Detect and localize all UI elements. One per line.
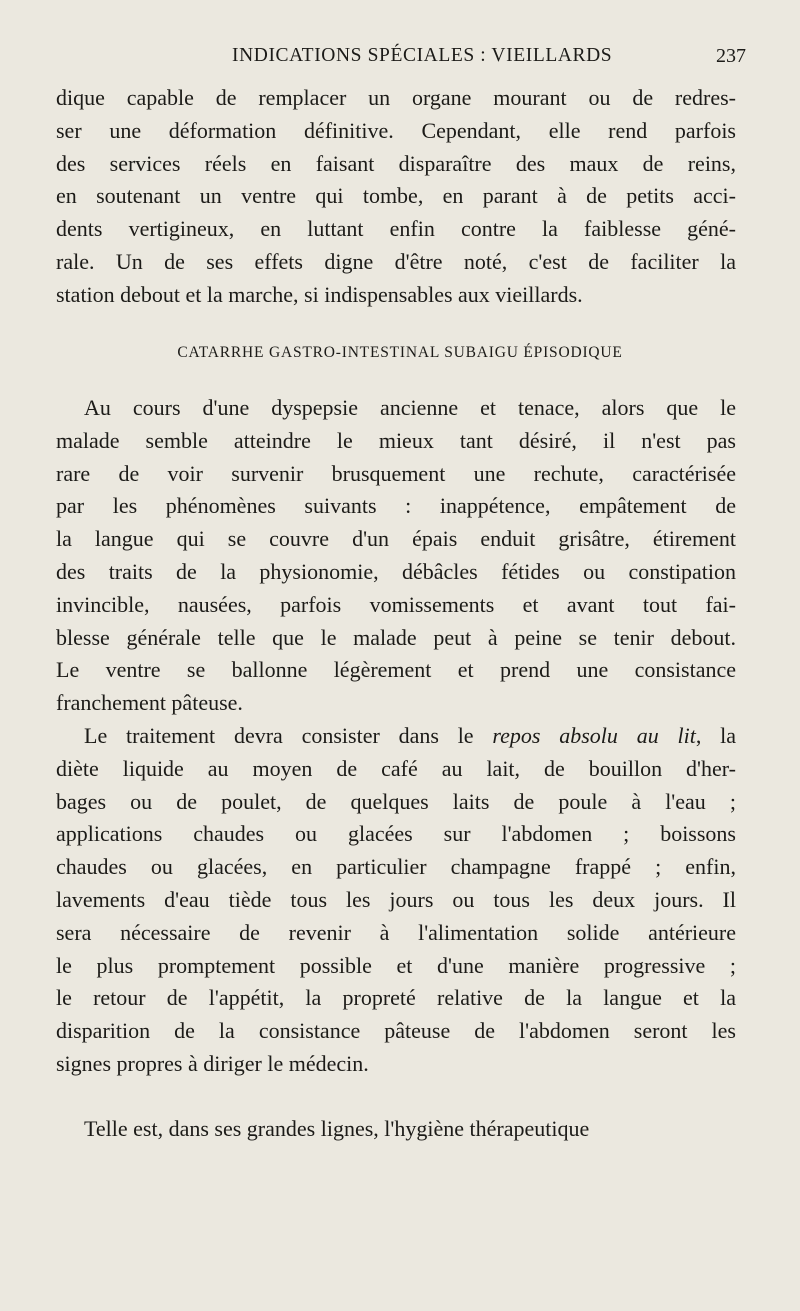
- text-line: chaudes ou glacées, en particulier champagne frappé ; enfin,: [56, 854, 736, 880]
- running-head: [0, 45, 800, 75]
- text-line: [56, 720, 736, 753]
- text-line: rale. Un de ses effets digne d'être noté, c'est de faciliter la: [56, 248, 736, 274]
- text-line: des traits de la physionomie, débâcles fétides ou constipation: [56, 558, 736, 584]
- text-line: invincible, nausées, parfois vomissements et avant tout fai-: [56, 591, 736, 617]
- text-line: la langue qui se couvre d'un épais enduit grisâtre, étirement: [56, 526, 736, 552]
- text-line: rare de voir survenir brusquement une rechute, caractérisée: [56, 460, 736, 486]
- text-line: lavements d'eau tiède tous les jours ou tous les deux jours. Il: [56, 886, 736, 912]
- running-title: INDICATIONS SPÉCIALES : VIEILLARDS: [232, 45, 613, 66]
- text-line: le retour de l'appétit, la propreté relative de la langue et la: [56, 985, 736, 1011]
- text-line: des services réels en faisant disparaître des maux de reins,: [56, 150, 736, 176]
- paragraph-continuation: [56, 82, 736, 312]
- text-line: franchement pâteuse.: [56, 690, 243, 716]
- text-line: dique capable de remplacer un organe mourant ou de redres-: [56, 85, 736, 110]
- paragraph-treatment: [56, 720, 736, 1081]
- text-line: applications chaudes ou glacées sur l'abdomen ; boissons: [56, 821, 736, 847]
- text-line: sera nécessaire de revenir à l'alimentation solide antérieure: [56, 919, 736, 945]
- text-run: Le traitement devra consister dans le: [84, 723, 493, 748]
- page-number: 237: [716, 45, 746, 67]
- paragraph-conclusion: [56, 1113, 736, 1146]
- section-heading: CATARRHE GASTRO-INTESTINAL SUBAIGU ÉPISODIQUE: [177, 344, 623, 361]
- text-line: disparition de la consistance pâteuse de l'abdomen seront les: [56, 1018, 736, 1044]
- text-line: Au cours d'une dyspepsie ancienne et tenace, alors que le: [84, 395, 736, 420]
- text-line: ser une déformation définitive. Cependant, elle rend parfois: [56, 117, 736, 143]
- text-line: bages ou de poulet, de quelques laits de poule à l'eau ;: [56, 788, 736, 814]
- text-line: malade semble atteindre le mieux tant désiré, il n'est pas: [56, 427, 736, 453]
- italic-phrase: repos absolu au lit: [492, 723, 696, 748]
- text-line: dents vertigineux, en luttant enfin contre la faiblesse géné-: [56, 216, 736, 242]
- paragraph-symptoms: [56, 392, 736, 720]
- text-line: par les phénomènes suivants : inappétence, empâtement de: [56, 493, 736, 519]
- text-line: en soutenant un ventre qui tombe, en parant à de petits acci-: [56, 183, 736, 209]
- text-line: Le ventre se ballonne légèrement et prend une consistance: [56, 657, 736, 683]
- text-run: , la: [695, 723, 736, 748]
- text-line: blesse générale telle que le malade peut à peine se tenir debout.: [56, 624, 736, 650]
- text-line: diète liquide au moyen de café au lait, de bouillon d'her-: [56, 755, 736, 781]
- text-line: le plus promptement possible et d'une manière progressive ;: [56, 952, 736, 978]
- text-line: Telle est, dans ses grandes lignes, l'hygiène thérapeutique: [84, 1116, 590, 1141]
- text-line: station debout et la marche, si indispensables aux vieillards.: [56, 281, 583, 307]
- text-line: signes propres à diriger le médecin.: [56, 1050, 369, 1076]
